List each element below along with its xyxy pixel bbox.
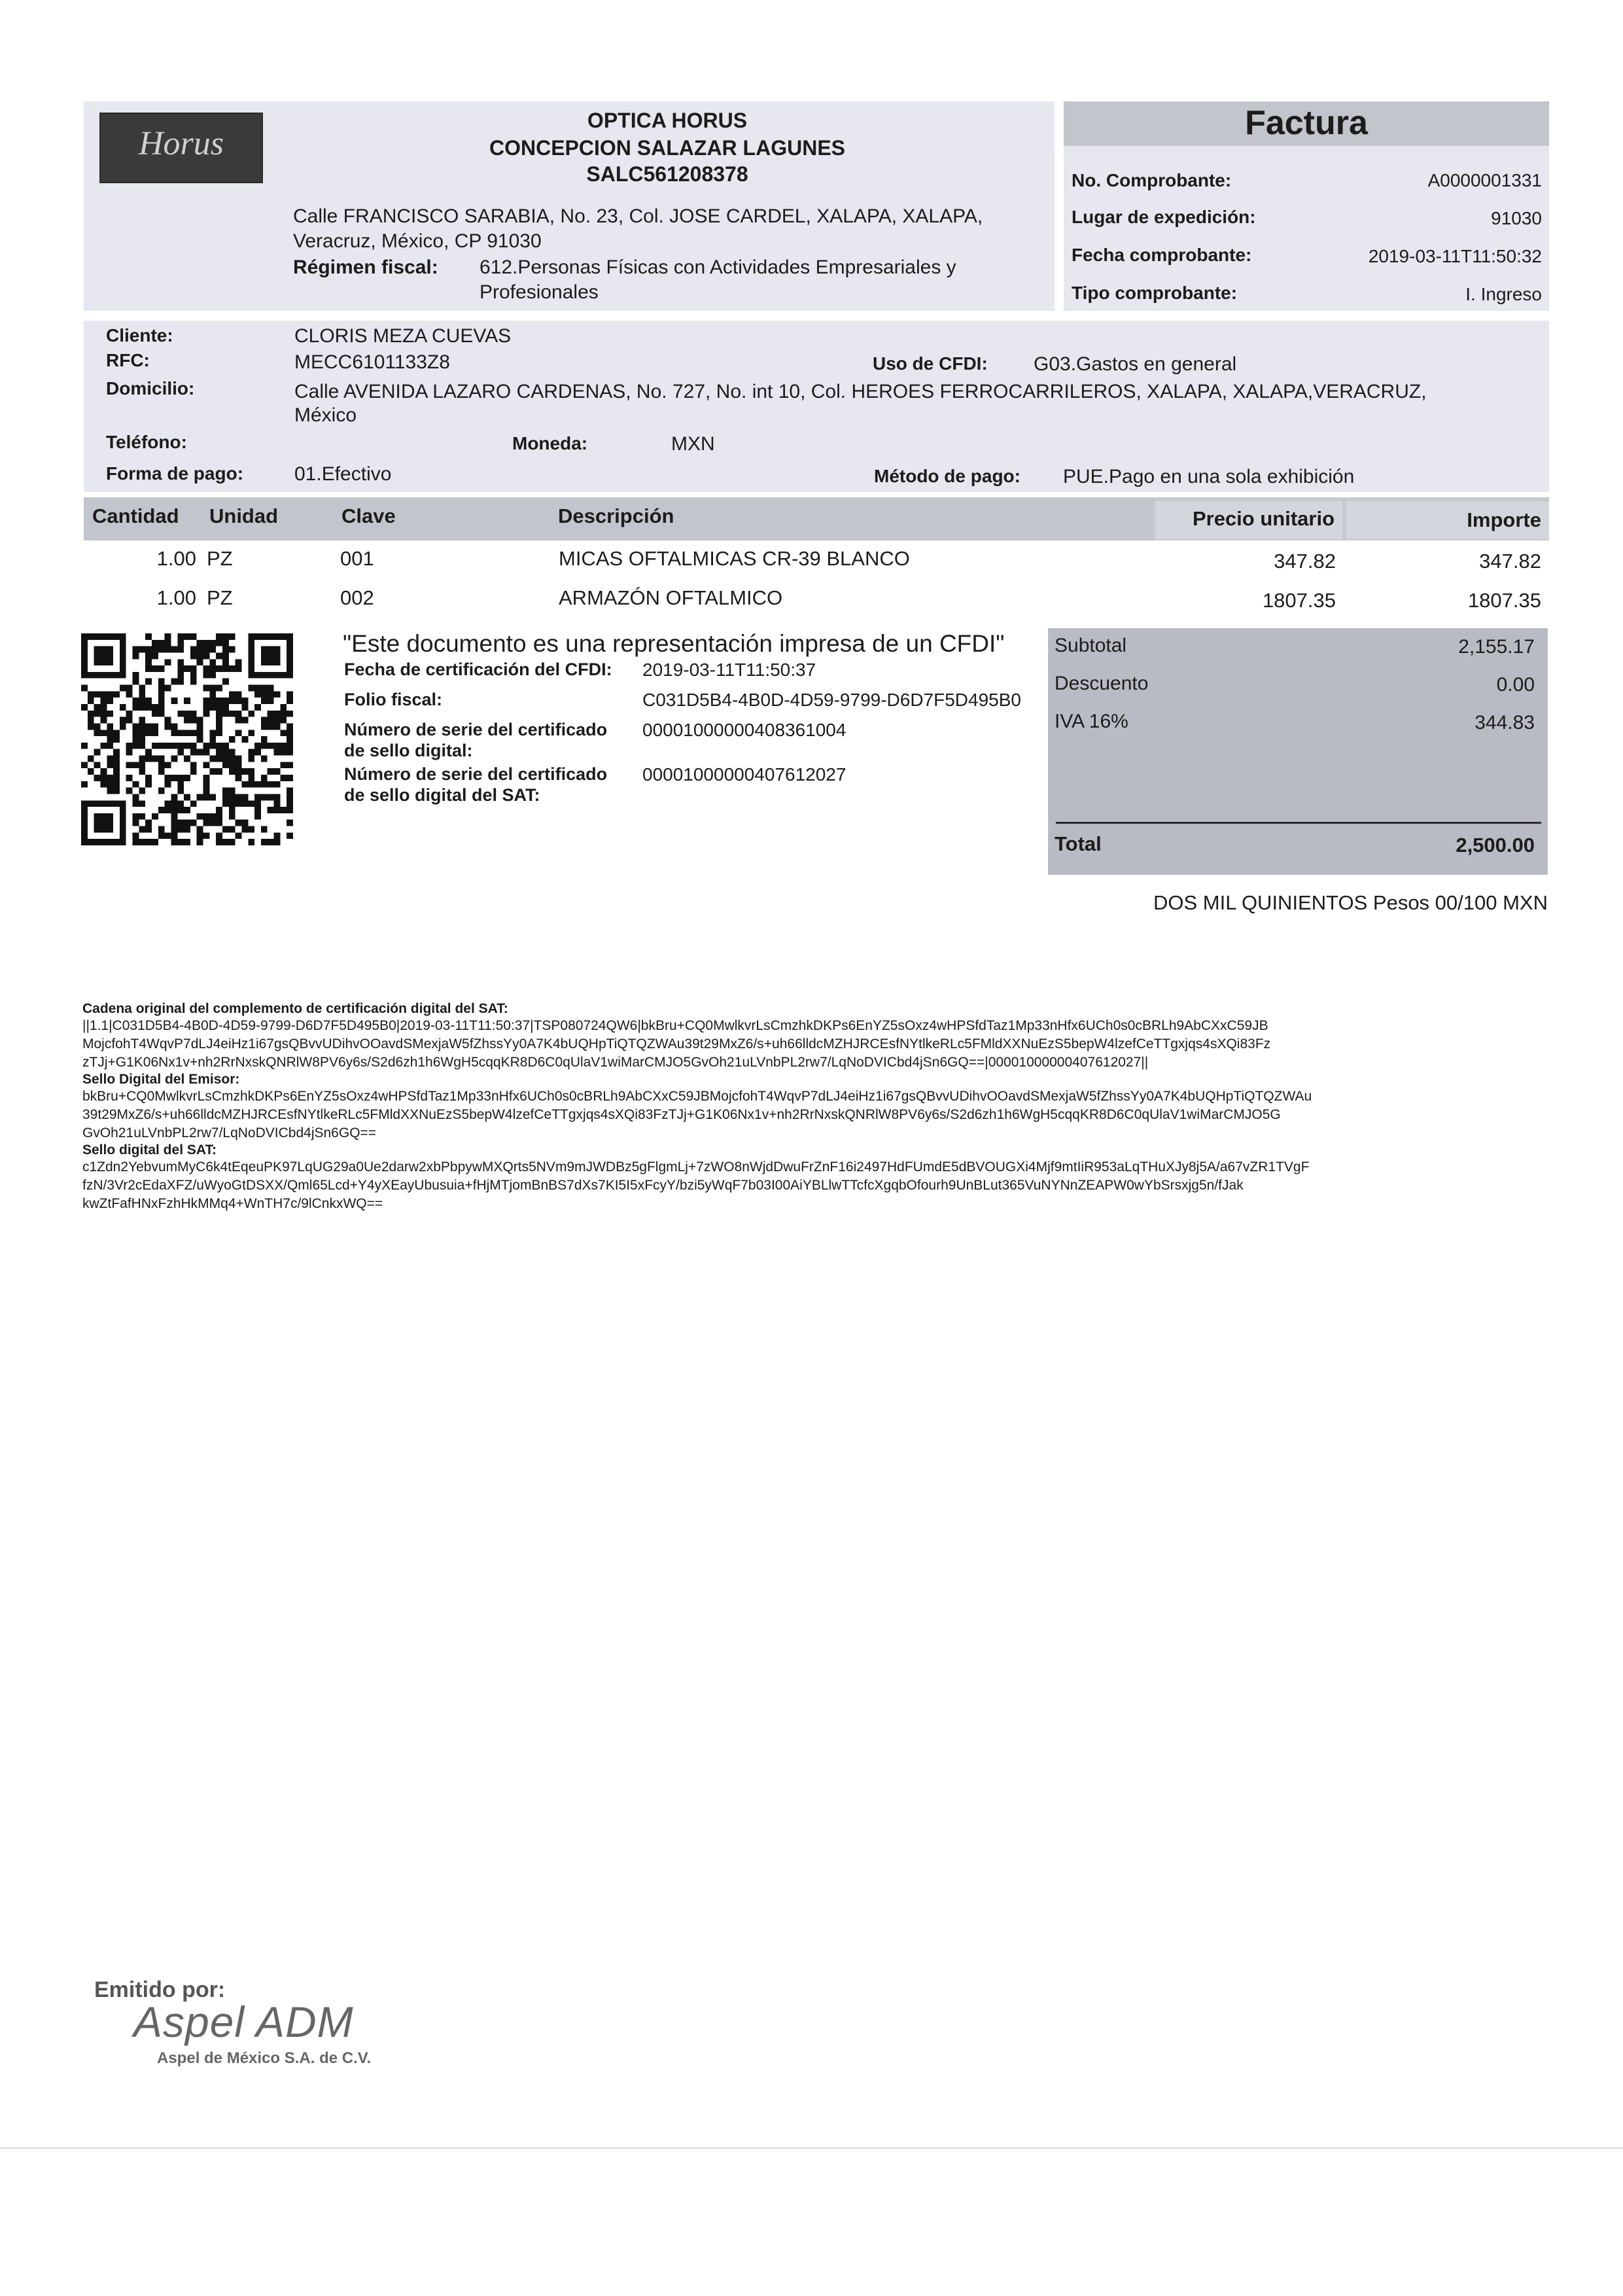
rfc-value: MECC6101133Z8 [294,351,450,373]
forma-pago-value: 01.Efectivo [294,463,392,485]
telefono-label: Teléfono: [106,432,187,452]
row-precio: 1807.35 [1262,589,1336,612]
domicilio-value-1: Calle AVENIDA LAZARO CARDENAS, No. 727, No. int 10, Col. HEROES FERROCARRILEROS, XALAPA, XALAPA,VERACRUZ, [294,381,1427,402]
no-comprobante-label: No. Comprobante: [1072,170,1232,190]
table-row [84,544,1549,577]
iva-value: 344.83 [1475,712,1535,733]
qr-code [81,633,293,845]
emisor-nombre: OPTICA HORUS [587,109,748,132]
metodo-pago-label: Método de pago: [874,466,1021,486]
cadena-original-line-1: ||1.1|C031D5B4-4B0D-4D59-9799-D6D7F5D495B0|2019-03-11T11:50:37|TSP080724QW6|bkBru+CQ0MwlkvrLsCmzhkDKPs6EnYZ5sOxz4wHPSfdTaz1Mp33nHfx6UCh0s0cBRLh9AbCXxC59JB [82,1018,1268,1033]
scan-edge-line [0,2147,1623,2149]
serie-cert-sat-value: 00001000000407612027 [642,764,846,785]
col-importe: Importe [1467,508,1541,531]
fecha-value: 2019-03-11T11:50:32 [1368,246,1542,266]
col-clave: Clave [341,504,396,527]
moneda-label: Moneda: [512,433,588,453]
regimen-value-1: 612.Personas Físicas con Actividades Empresariales y [480,256,956,278]
regimen-label: Régimen fiscal: [293,256,438,278]
aspel-logo: Aspel ADM [133,1998,354,2046]
emisor-rfc: SALC561208378 [586,162,748,186]
total-value: 2,500.00 [1456,834,1535,857]
rfc-label: RFC: [106,350,150,370]
col-precio: Precio unitario [1192,507,1335,530]
fecha-cert-label: Fecha de certificación del CFDI: [344,660,612,679]
moneda-value: MXN [671,433,715,455]
serie-cert-sat-label-1: Número de serie del certificado [344,764,608,784]
sello-emisor-line-1: bkBru+CQ0MwlkvrLsCmzhkDKPs6EnYZ5sOxz4wHPSfdTaz1Mp33nHfx6UCh0s0cBRLh9AbCXxC59JBMojcfohT4WqvP7dLJ4eiHz1i67gsQBvvUDihvOOavdSMexjaW5fZhssYy0A7K4bUQHpTiQTQZWAu [82,1089,1312,1104]
row-importe: 347.82 [1479,550,1541,573]
row-cantidad: 1.00 [156,547,196,570]
subtotal-label: Subtotal [1055,635,1127,656]
total-label: Total [1055,832,1102,855]
totals-divider [1056,822,1541,824]
sello-emisor-line-3: GvOh21uLVnbPL2rw7/LqNoDVICbd4jSn6GQ== [82,1125,377,1140]
factura-title: Factura [1245,104,1368,142]
sello-sat-line-1: c1Zdn2YebvumMyC6k4tEqeuPK97LqUG29a0Ue2darw2xbPbpywMXQrts5NVm9mJWDBz5gFlgmLj+7zWO8nWjdDwuFrZnF16i2497HdFUmdE5dBVOUGXi4Mjf9mtIiR953aLqTHuXJy8j5A/a67vZR1TVgF [82,1159,1310,1174]
row-clave: 002 [340,586,374,609]
sello-sat-line-2: fzN/3Vr2cEdaXFZ/uWyoGtDSXX/Qml65Lcd+Y4yXEayUbusuia+fHjMTjomBnBS7dXs7KI5I5xFcyY/bzi5yWqF7b03I00AiYBLlwTTcfcXgqbOfourh9UnBLut365VuNYNnZEAPW0wYbSrsxjg5n/fJak [82,1178,1244,1193]
tipo-label: Tipo comprobante: [1072,283,1238,303]
row-cantidad: 1.00 [156,586,196,609]
emisor-direccion-2: Veracruz, México, CP 91030 [293,230,542,252]
row-precio: 347.82 [1274,550,1336,573]
cadena-original-line-2: MojcfohT4WqvP7dLJ4eiHz1i67gsQBvvUDihvOOavdSMexjaW5fZhssYy0A7K4bUQHpTiQTQZWAu39t29MxZ6/s+uh66lldcMZHJRCEsfNYtlkeRLc5FMldXXNuEzS5bepW4lzefCeTTgxjqs4sXQi83Fz [82,1036,1271,1051]
domicilio-label: Domicilio: [106,378,195,398]
cadena-original-label: Cadena original del complemento de certificación digital del SAT: [82,1001,508,1016]
total-en-letra: DOS MIL QUINIENTOS Pesos 00/100 MXN [1153,891,1548,914]
iva-label: IVA 16% [1055,711,1128,732]
emitido-por: Emitido por: [94,1977,226,2002]
cadena-original-line-3: zTJj+G1K06Nx1v+nh2RrNxskQNRlW8PV6y6s/S2d6zh1h6WgH5cqqKR8D6C0qUlaV1wiMarCMJO5GvOh21uLVnbPL2rw7/LqNoDVICbd4jSn6GQ==|00001000000407612027|| [82,1055,1149,1070]
no-comprobante-value: A0000001331 [1427,170,1542,190]
lugar-value: 91030 [1491,208,1542,228]
tipo-value: I. Ingreso [1465,284,1542,304]
folio-fiscal-value: C031D5B4-4B0D-4D59-9799-D6D7F5D495B0 [642,690,1021,710]
regimen-value-2: Profesionales [480,281,599,303]
row-clave: 001 [340,547,374,570]
table-row [84,584,1549,616]
serie-cert-label-1: Número de serie del certificado [344,720,608,739]
descuento-value: 0.00 [1496,674,1535,696]
cfdi-leyenda: "Este documento es una representación impresa de un CFDI" [343,630,1005,657]
row-descripcion: ARMAZÓN OFTALMICO [559,586,783,609]
metodo-pago-value: PUE.Pago en una sola exhibición [1063,466,1355,487]
fecha-label: Fecha comprobante: [1072,245,1252,265]
company-logo [99,113,263,183]
cliente-label: Cliente: [106,325,173,345]
descuento-label: Descuento [1055,673,1149,694]
col-cantidad: Cantidad [92,504,179,527]
serie-cert-value: 00001000000408361004 [642,720,846,740]
cliente-value: CLORIS MEZA CUEVAS [294,325,512,347]
lugar-label: Lugar de expedición: [1072,207,1256,227]
sello-emisor-label: Sello Digital del Emisor: [82,1072,240,1087]
emisor-razon-social: CONCEPCION SALAZAR LAGUNES [489,136,845,160]
uso-cfdi-value: G03.Gastos en general [1034,353,1237,375]
row-unidad: PZ [207,586,233,609]
folio-fiscal-label: Folio fiscal: [344,690,443,709]
serie-cert-label-2: de sello digital: [344,741,473,760]
col-descripcion: Descripción [558,504,674,527]
logo-text: Horus [138,125,224,162]
row-unidad: PZ [207,547,233,570]
col-unidad: Unidad [209,504,279,527]
fecha-cert-value: 2019-03-11T11:50:37 [642,660,816,680]
domicilio-value-2: México [294,404,357,426]
row-importe: 1807.35 [1467,589,1541,612]
uso-cfdi-label: Uso de CFDI: [873,353,988,374]
sello-sat-label: Sello digital del SAT: [82,1142,217,1157]
aspel-sub: Aspel de México S.A. de C.V. [157,2049,372,2067]
cadena-section [82,1001,1548,1213]
emisor-direccion-1: Calle FRANCISCO SARABIA, No. 23, Col. JOSE CARDEL, XALAPA, XALAPA, [293,205,983,227]
row-descripcion: MICAS OFTALMICAS CR-39 BLANCO [559,547,910,570]
sello-sat-line-3: kwZtFafHNxFzhHkMMq4+WnTH7c/9lCnkxWQ== [82,1196,383,1211]
serie-cert-sat-label-2: de sello digital del SAT: [344,785,540,805]
sello-emisor-line-2: 39t29MxZ6/s+uh66lldcMZHJRCEsfNYtlkeRLc5FMldXXNuEzS5bepW4lzefCeTTgxjqs4sXQi83FzTJj+G1K06Nx1v+nh2RrNxskQNRlW8PV6y6s/S2d6zh1h6WgH5cqqKR8D6C0qUlaV1wiMarCMJO5G [82,1107,1281,1122]
forma-pago-label: Forma de pago: [106,463,244,484]
subtotal-value: 2,155.17 [1458,636,1535,658]
